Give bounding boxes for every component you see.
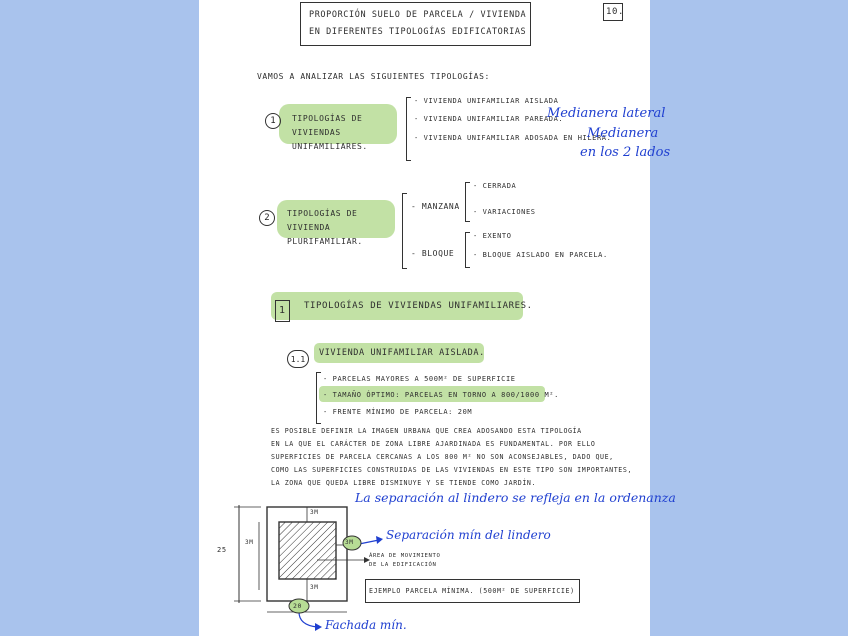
dim-bottom: 3M: [310, 584, 319, 591]
title-line-2: EN DIFERENTES TIPOLOGÍAS EDIFICATORIAS: [309, 27, 527, 37]
section1-number: 1: [279, 305, 286, 316]
group1-label: TIPOLOGÍAS DE VIVIENDAS UNIFAMILIARES.: [292, 114, 368, 151]
subsection-title: VIVIENDA UNIFAMILIAR AISLADA.: [319, 348, 485, 358]
note-dos-lados: en los 2 lados: [580, 145, 671, 160]
dim-front: 20: [293, 602, 303, 610]
label-area-movimiento: ÁREA DE MOVIMIENTO DE LA EDIFICACIÓN: [369, 553, 441, 568]
group2-sub1-item-2: - VARIACIONES: [473, 208, 536, 216]
note-separacion-minima: Separación mín del lindero: [386, 528, 551, 542]
note-medianera-lateral: Medianera lateral: [547, 106, 666, 121]
group1-item-2: - VIVIENDA UNIFAMILIAR PAREADA.: [414, 115, 564, 123]
paragraph-line-4: COMO LAS SUPERFICIES CONSTRUIDAS DE LAS VIVIENDAS EN ESTE TIPO SON IMPORTANTES,: [271, 466, 633, 474]
paragraph-line-1: ES POSIBLE DEFINIR LA IMAGEN URBANA QUE CREA ADOSANDO ESTA TIPOLOGÍA: [271, 427, 582, 435]
paragraph-line-2: EN LA QUE EL CARÁCTER DE ZONA LIBRE AJARDINADA ES FUNDAMENTAL. POR ELLO: [271, 440, 596, 448]
subsection-bullet-3: - FRENTE MÍNIMO DE PARCELA: 20M: [323, 408, 473, 416]
group2-label: TIPOLOGÍAS DE VIVIENDA PLURIFAMILIAR.: [287, 209, 363, 246]
group2-sub2-item-1: - EXENTO: [473, 232, 512, 240]
title-line-1: PROPORCIÓN SUELO DE PARCELA / VIVIENDA: [309, 10, 527, 20]
note-medianera: Medianera: [587, 126, 659, 141]
page-number: 10.: [606, 7, 625, 17]
paragraph-line-5: LA ZONA QUE QUEDA LIBRE DISMINUYE Y SE TIENDE COMO JARDÍN.: [271, 479, 537, 487]
group2-sub1-item-1: - CERRADA: [473, 182, 517, 190]
group1-number: 1: [265, 113, 281, 129]
subsection-bullet-1: - PARCELAS MAYORES A 500M² DE SUPERFICIE: [323, 375, 516, 383]
group2-sub2: - BLOQUE: [411, 249, 455, 258]
dim-left: 3M: [245, 539, 254, 546]
subsection-bullet-2: - TAMAÑO ÓPTIMO: PARCELAS EN TORNO A 800/1000 M².: [323, 391, 559, 399]
group2-sub1: - MANZANA: [411, 202, 460, 211]
group1-item-1: - VIVIENDA UNIFAMILIAR AISLADA: [414, 97, 559, 105]
group2-sub2-item-2: - BLOQUE AISLADO EN PARCELA.: [473, 251, 608, 259]
subsection-number: 1.1: [287, 350, 309, 368]
dim-height: 25: [217, 546, 227, 554]
dim-right: 3M: [345, 539, 354, 546]
note-fachada-minima: Fachada mín.: [325, 618, 407, 632]
note-separacion-ordenanza: La separación al lindero se refleja en la ordenanza: [355, 490, 676, 505]
intro-text: VAMOS A ANALIZAR LAS SIGUIENTES TIPOLOGÍAS:: [257, 72, 490, 81]
document-page: [199, 0, 676, 636]
paragraph-line-3: SUPERFICIES DE PARCELA CERCANAS A LOS 800 M² NO SON ACONSEJABLES, DADO QUE,: [271, 453, 614, 461]
example-caption: EJEMPLO PARCELA MÍNIMA. (500M² DE SUPERFICIE): [369, 587, 575, 595]
dim-top: 3M: [310, 509, 319, 516]
group1-item-3: - VIVIENDA UNIFAMILIAR ADOSADA EN HILERA.: [414, 134, 612, 142]
group2-number: 2: [259, 210, 275, 226]
section1-title: TIPOLOGÍAS DE VIVIENDAS UNIFAMILIARES.: [304, 301, 533, 311]
